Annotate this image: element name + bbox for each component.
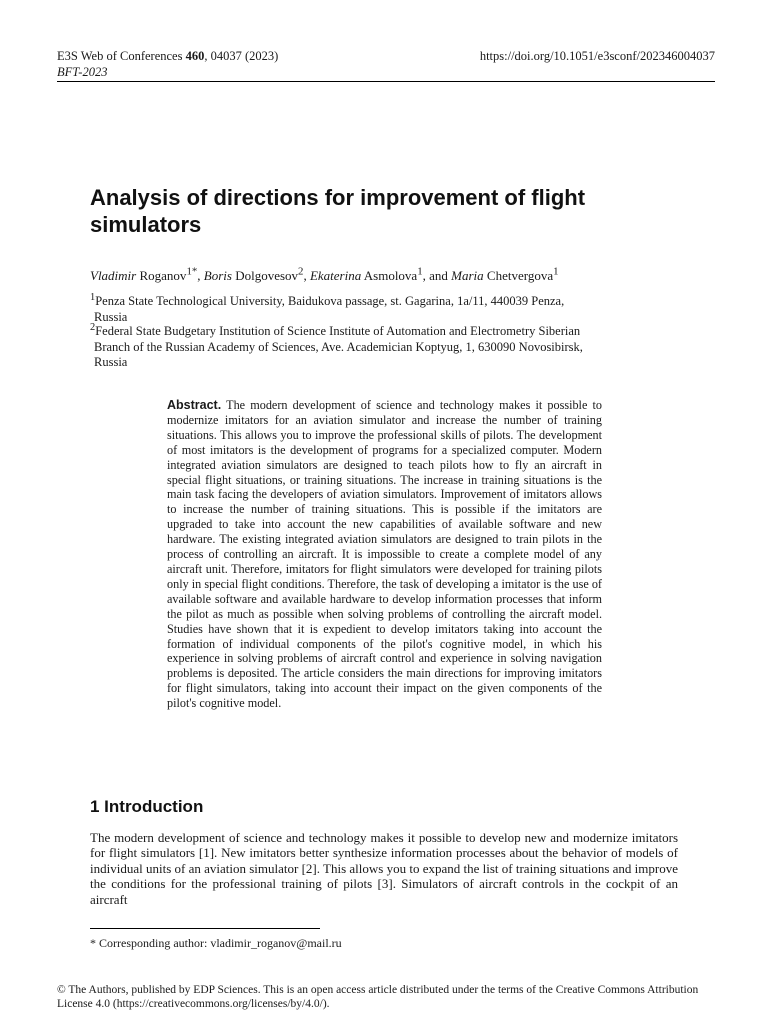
section-heading: 1 Introduction xyxy=(90,797,204,816)
abstract xyxy=(167,398,602,711)
footnote: * Corresponding author: vladimir_roganov@mail.ru xyxy=(90,936,342,950)
abstract-label: Abstract. xyxy=(167,398,222,412)
section-body-text: The modern development of science and technology makes it possible to develop new and modernize imitators for flight simulators [1]. New imitators better synthesize information processes about the behavior of models of individual units of an aviation simulator [2]. This allows you to expand the list of training situations and improve the conditions for the professional training of pilots [3]. Simulators of aircraft controls in the cockpit of an aircraft xyxy=(90,830,678,907)
volume-number: 460 xyxy=(185,49,205,63)
footnote-rule xyxy=(90,928,320,929)
author-list xyxy=(90,264,690,284)
paper-title: Analysis of directions for improvement of flight simulators xyxy=(90,185,586,237)
running-header xyxy=(57,48,715,80)
conference-name: BFT-2023 xyxy=(57,65,108,79)
author: Maria Chetvergova$^1$ xyxy=(451,266,559,284)
doi-link[interactable]: https://doi.org/10.1051/e3sconf/202346004037 xyxy=(479,49,715,63)
affiliation: $^2$Federal State Budgetary Institution of Science Institute of Automation and Electrometry Siberian Branch of the Russian Academy of Sciences, Ave. Academician Koptyug, 1, 630090 Novosibirsk, Russia xyxy=(90,322,583,370)
license-notice: © The Authors, published by EDP Sciences. This is an open access article distributed under the terms of the Creative Commons Attribution License 4.0 (https://creativecommons.org/licenses/by/4.0/). xyxy=(57,984,699,1010)
header-rule xyxy=(57,81,715,82)
author: Boris Dolgovesov$^2$, xyxy=(203,266,310,284)
journal-citation: E3S Web of Conferences 460, 04037 (2023) xyxy=(57,49,279,63)
author: Ekaterina Asmolova$^1$, and xyxy=(309,266,452,284)
abstract-text: The modern development of science and technology makes it possible to modernize imitators for an aviation simulator and increase the number of training situations. This allows you to improve the professional skills of pilots. The development of most imitators is the development of programs for a specialized computer. Modern integrated aviation simulators are designed to teach pilots how to fly an aircraft in special flight situations, or training situations. The increase in training situations is the main task facing the developers of aviation simulators. Improvement of imitators allows to increase the number of training situations. This is possible if the imitators are upgraded to take into account the new capabilities of available software and new hardware. The existing integrated aviation simulators are designed to train pilots in the process of controlling an aircraft. It is impossible to create a complete model of any aircraft unit. Therefore, imitators for flight simulators were developed for training pilots only in special flight conditions. Therefore, the task of developing a imitator is the use of available software and available hardware to develop information processes that inform the pilot as much as possible when solving problems of controlling the aircraft model. Studies have shown that it is expedient to develop imitators taking into account the formation of individual components of the pilot's cognitive model, in which his experience in solving problems of aircraft control and experience in solving navigation problems is deposited. The article considers the main directions for improving imitators for flight simulators, taking into account their impact on the given components of the pilot's cognitive model. xyxy=(167,398,602,711)
author: Vladimir Roganov$^{1*}$, xyxy=(90,266,204,284)
affiliation: $^1$Penza State Technological University, Baidukova passage, st. Gagarina, 1a/11, 440039 Penza, Russia xyxy=(90,292,565,324)
